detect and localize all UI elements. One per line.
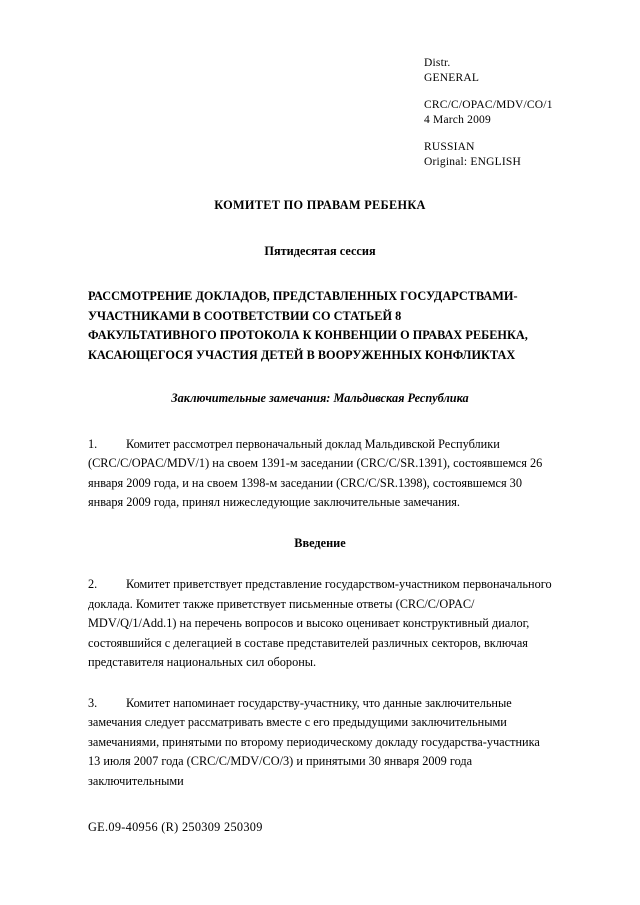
agenda-line-1: РАССМОТРЕНИЕ ДОКЛАДОВ, ПРЕДСТАВЛЕННЫХ ГОСУДАРСТВАМИ- bbox=[88, 289, 518, 303]
paragraph-2-number: 2. bbox=[88, 577, 98, 591]
committee-title: КОМИТЕТ ПО ПРАВАМ РЕБЕНКА bbox=[214, 198, 426, 212]
agenda-line-3: ФАКУЛЬТАТИВНОГО ПРОТОКОЛА К КОНВЕНЦИИ О ПРАВАХ РЕБЕНКА, bbox=[88, 328, 528, 342]
paragraph-3-number: 3. bbox=[88, 695, 98, 710]
distr-value: GENERAL bbox=[424, 72, 480, 84]
paragraph-1-number: 1. bbox=[88, 436, 98, 451]
agenda-item-title bbox=[88, 287, 552, 365]
paragraph-2 bbox=[88, 575, 552, 673]
agenda-line-2: УЧАСТНИКАМИ В СООТВЕТСТВИИ СО СТАТЬЕЙ 8 bbox=[88, 308, 402, 323]
paragraph-1-text: Комитет рассмотрел первоначальный доклад Мальдивской Республики (CRC/C/OPAC/MDV/1) на своем 1391-м заседании (CRC/C/SR.1391), состоявшемся 26 января 2009 года, и на своем 1398-м заседании (CRC/C/SR.1398), состоявшемся 30 января 2009 года, принял нижеследующие заключительные замечания. bbox=[88, 436, 543, 509]
document-original-language: Original: ENGLISH bbox=[424, 156, 521, 168]
distribution-group bbox=[424, 56, 553, 86]
footer-job-number: GE.09-40956 (R) 250309 250309 bbox=[88, 820, 263, 834]
document-symbol: CRC/C/OPAC/MDV/CO/1 bbox=[424, 99, 553, 111]
paragraph-3 bbox=[88, 694, 552, 792]
section-heading-introduction: Введение bbox=[294, 535, 346, 550]
paragraph-1 bbox=[88, 435, 552, 513]
concluding-observations-title: Заключительные замечания: Мальдивская Республика bbox=[171, 391, 469, 405]
language-group bbox=[424, 140, 553, 170]
document-language: RUSSIAN bbox=[424, 141, 475, 153]
document-header bbox=[424, 56, 553, 170]
symbol-group bbox=[424, 98, 553, 128]
agenda-line-4: КАСАЮЩЕГОСЯ УЧАСТИЯ ДЕТЕЙ В ВООРУЖЕННЫХ КОНФЛИКТАХ bbox=[88, 347, 516, 362]
document-body bbox=[88, 196, 552, 812]
paragraph-2-text: Комитет приветствует представление государством-участником первоначального доклада. Комитет также приветствует письменные ответы (CRC/C/OPAC/ MDV/Q/1/Add.1) на перечень вопросов и высоко оценивает конструктивный диалог, состоявшийся с делегацией в составе представителей различных секторов, включая представителя национальных сил обороны. bbox=[88, 577, 552, 669]
distr-label: Distr. bbox=[424, 57, 451, 69]
session-title: Пятидесятая сессия bbox=[264, 243, 376, 258]
paragraph-3-text: Комитет напоминает государству-участнику, что данные заключительные замечания следует рассматривать вместе с его предыдущими заключительными замечаниями, принятыми по второму периодическому докладу государства-участника 13 июля 2007 года (CRC/C/MDV/CO/3) и принятыми 30 января 2009 года заключительными bbox=[88, 695, 540, 788]
document-date: 4 March 2009 bbox=[424, 114, 491, 126]
